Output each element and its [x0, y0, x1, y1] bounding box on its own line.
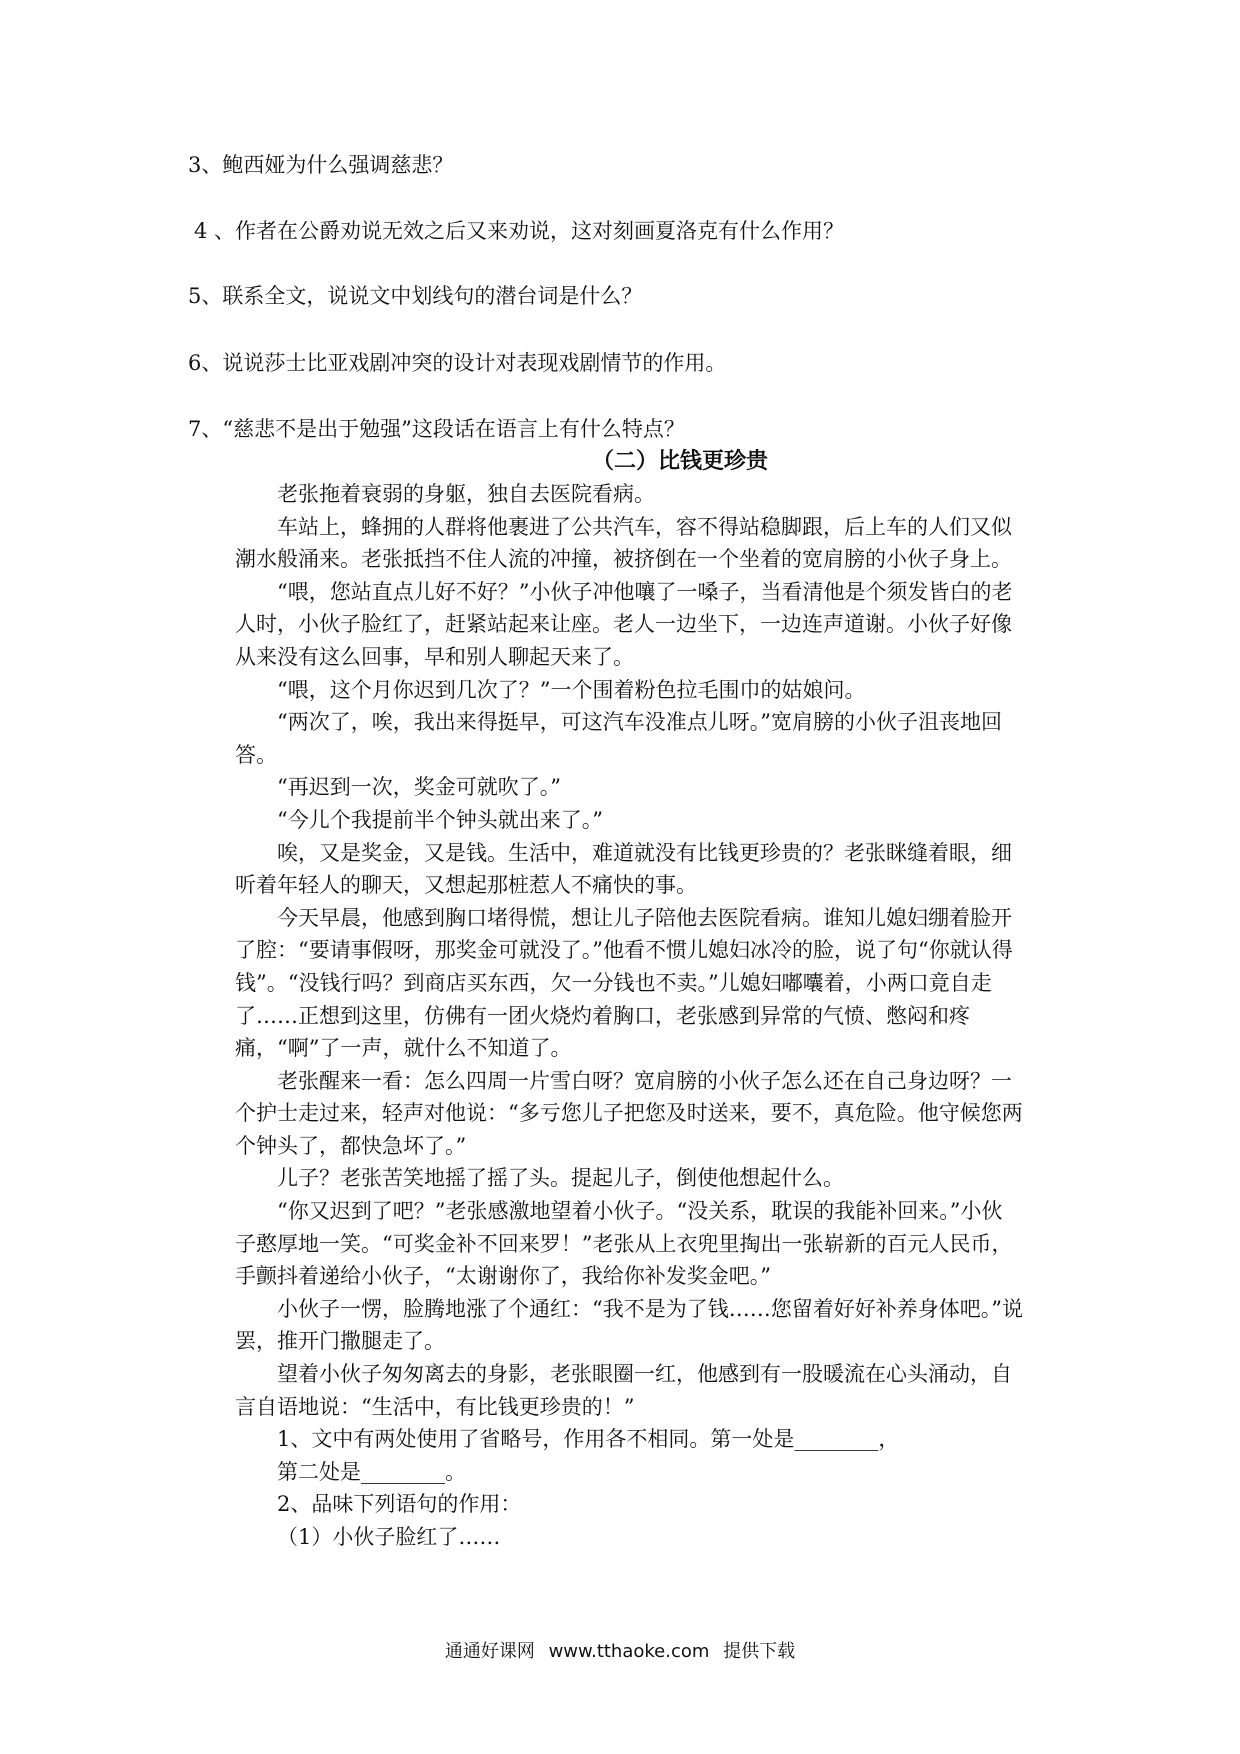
exercise-1-continued: 第二处是________。 [277, 1459, 466, 1484]
paragraph: “喂，这个月你迟到几次了？”一个围着粉色拉毛围巾的姑娘问。 [277, 677, 866, 702]
question-7: 7、“慈悲不是出于勉强”这段话在语言上有什么特点？ [188, 417, 685, 441]
paragraph: 唉，又是奖金，又是钱。生活中，难道就没有比钱更珍贵的？老张眯缝着眼，细听着年轻人的聊天，又想起那桩惹人不痛快的事。 [235, 840, 1012, 898]
paragraph: 小伙子一愣，脸腾地涨了个通红：“我不是为了钱……您留着好好补养身体吧。”说罢，推开门撒腿走了。 [235, 1296, 1023, 1354]
footer-site-name: 通通好课网 [444, 1641, 535, 1662]
exercise-2: 2、品味下列语句的作用： [277, 1492, 522, 1517]
article-body [235, 478, 1023, 1554]
footer-url: www.tthaoke.com [548, 1641, 710, 1662]
paragraph: “你又迟到了吧？”老张感激地望着小伙子。“没关系，耽误的我能补回来。”小伙子憨厚地一笑。“可奖金补不回来罗！”老张从上衣兜里掏出一张崭新的百元人民币，手颤抖着递给小伙子，“太谢谢你了，我给你补发奖金吧。” [235, 1199, 1013, 1289]
paragraph: 望着小伙子匆匆离去的身影，老张眼圈一红，他感到有一股暖流在心头涌动，自言自语地说：“生活中，有比钱更珍贵的！” [235, 1362, 1012, 1419]
page-footer [0, 1640, 1240, 1664]
paragraph: “两次了，唉，我出来得挺早，可这汽车没准点儿呀。”宽肩膀的小伙子沮丧地回答。 [235, 710, 1002, 767]
paragraph: “今儿个我提前半个钟头就出来了。” [277, 807, 603, 832]
paragraph: 老张拖着衰弱的身躯，独自去医院看病。 [277, 482, 655, 506]
paragraph: “再迟到一次，奖金可就吹了。” [277, 775, 561, 800]
exercise-2-item-1: （1）小伙子脸红了…… [277, 1525, 501, 1549]
question-6: 6、说说莎士比亚戏剧冲突的设计对表现戏剧情节的作用。 [188, 351, 727, 375]
paragraph: 老张醒来一看：怎么四周一片雪白呀？宽肩膀的小伙子怎么还在自己身边呀？一个护士走过来，轻声对他说：“多亏您儿子把您及时送来，要不，真危险。他守候您两个钟头了，都快急坏了。” [235, 1068, 1023, 1158]
question-5: 5、联系全文，说说文中划线句的潜台词是什么？ [188, 284, 643, 308]
paragraph: “喂，您站直点儿好不好？”小伙子冲他嚷了一嗓子，当看清他是个须发皆白的老人时，小伙子脸红了，赶紧站起来让座。老人一边坐下，一边连声道谢。小伙子好像从来没有这么回事，早和别人聊起天来了。 [235, 579, 1013, 669]
question-4: 4 、作者在公爵劝说无效之后又来劝说，这对刻画夏洛克有什么作用？ [194, 219, 845, 243]
section-title: （二）比钱更珍贵 [591, 448, 768, 474]
paragraph: 儿子？老张苦笑地摇了摇了头。提起儿子，倒使他想起什么。 [277, 1166, 844, 1191]
paragraph: 今天早晨，他感到胸口堵得慌，想让儿子陪他去医院看病。谁知儿媳妇绷着脸开了腔：“要请事假呀，那奖金可就没了。”他看不惯儿媳妇冰冷的脸，说了句“你就认得钱”。“没钱行吗？到商店买东西，欠一分钱也不卖。”儿媳妇嘟囔着，小两口竟自走了……正想到这里，仿佛有一团火烧灼着胸口，老张感到异常的气愤、憋闷和疼痛，“啊”了一声，就什么不知道了。 [235, 905, 1013, 1061]
question-3: 3、鲍西娅为什么强调慈悲？ [188, 153, 454, 177]
footer-note: 提供下载 [723, 1641, 796, 1662]
paragraph: 车站上，蜂拥的人群将他裹进了公共汽车，容不得站稳脚跟，后上车的人们又似潮水般涌来。老张抵挡不住人流的冲撞，被挤倒在一个坐着的宽肩膀的小伙子身上。 [235, 514, 1012, 572]
exercise-1: 1、文中有两处使用了省略号，作用各不相同。第一处是________， [277, 1427, 900, 1452]
